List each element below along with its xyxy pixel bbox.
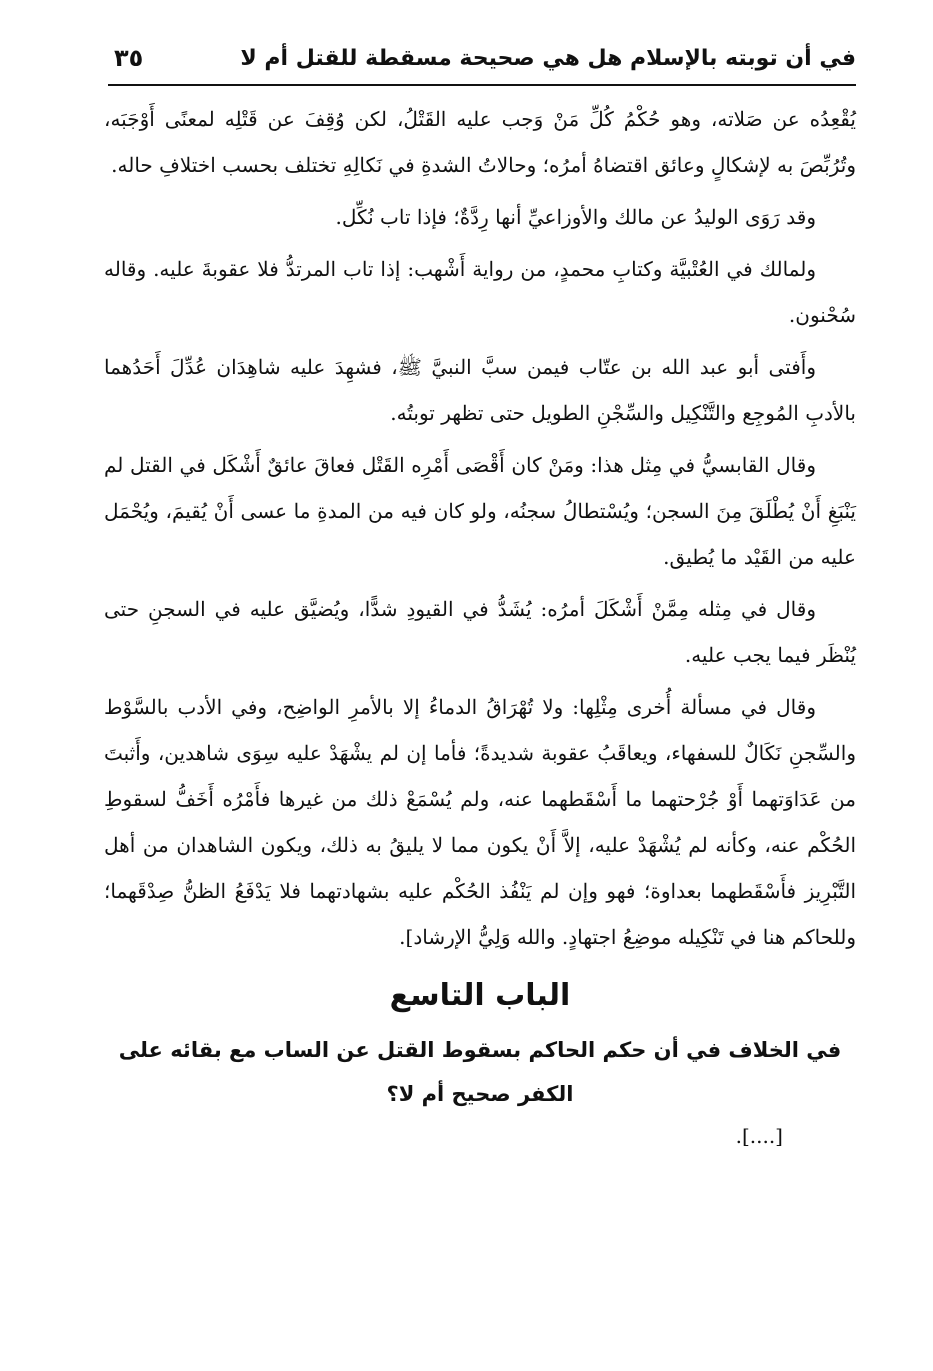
body-text — [104, 96, 856, 966]
running-title: في أن توبته بالإسلام هل هي صحيحة مسقطة للقتل أم لا — [240, 46, 856, 71]
chapter-subtitle: في الخلاف في أن حكم الحاكم بسقوط القتل عن الساب مع بقائه على الكفر صحيح أم لا؟ — [118, 1038, 842, 1106]
chapter-section — [104, 968, 856, 1116]
paragraph: وقال في مسألة أُخرى مِثْلِها: ولا تُهْرَاقُ الدماءُ إلا بالأمرِ الواضِح، وفي الأدب بالسَّوْط والسِّجنِ نَكَالٌ للسفهاء، ويعاقَبُ عقوبة شديدةً؛ فأما إن لم يشْهَدْ عليه سِوَى شاهدين، وأَثبتَ من عَدَاوَتهما أَوْ جُرْحتهما ما أَسْقَطهما عنه، ولم يُسْمَعْ ذلك من غيرها فأَمْرُه أَخَفُّ لسقوطِ الحُكْم عنه، وكأنه لم يُشْهَدْ عليه، إلاَّ أَنْ يكون مما لا يليقُ به ذلك، ويكون الشاهدان من أهل التَّبْرِيز فأَسْقَطهما بعداوة؛ فهو وإن لم يَنْفُذ الحُكْم عليه بشهادتهما فلا يَدْفَعُ الظنُّ صِدْقَهما؛ وللحاكم هنا في تَنْكِيله موضِعُ اجتهادٍ. والله وَلِيُّ الإرشاد]. — [104, 695, 856, 949]
chapter-heading: الباب التاسع — [389, 978, 571, 1013]
running-header — [108, 40, 856, 86]
paragraph: وقد رَوَى الوليدُ عن مالك والأوزاعيِّ أنها رِدَّةٌ؛ فإذا تاب نُكِّل. — [335, 205, 816, 229]
paragraph: وقال في مِثله مِمَّنْ أَشْكَلَ أمرُه: يُشَدُّ في القيودِ شدًّا، ويُضيَّق عليه في السجنِ حتى يُنْظَر فيما يجب عليه. — [104, 597, 856, 667]
paragraph: يُقْعِدُه عن صَلاته، وهو حُكْمُ كُلِّ مَنْ وَجب عليه القَتْلُ، لكن وُقِفَ عن قَتْلِه لمعنًى أَوْجَبَه، وتُرُبِّصَ به لإشكالٍ وعائق اقتضاهُ أمرُه؛ وحالاتُ الشدةِ في نَكالِهِ تختلف بحسب اختلافِ حاله. — [104, 107, 856, 177]
paragraph: ولمالك في العُتْبيَّة وكتابِ محمدٍ، من رواية أَشْهب: إذا تاب المرتدُّ فلا عقوبةَ عليه. وقاله سُحْنون. — [104, 257, 856, 327]
paragraph: وأَفتى أبو عبد الله بن عتّاب فيمن سبَّ النبيَّ ﷺ، فشهِدَ عليه شاهِدَان عُدِّلَ أَحَدُهما بالأدبِ المُوجِع والتَّنْكِيل والسِّجْنِ الطويل حتى تظهر توبتُه. — [104, 355, 856, 425]
page-number: ٣٥ — [114, 44, 144, 72]
paragraph: وقال القابسيُّ في مِثل هذا: ومَنْ كان أَقْصَى أَمْرِه القَتْل فعاقَ عائقٌ أَشْكَل في القتل لم يَنْبَغِ أَنْ يُطْلَقَ مِنَ السجن؛ ويُسْتطالُ سجنُه، ولو كان فيه من المدةِ ما عسى أَنْ يُقيمَ، ويُحْمَل عليه من القَيْد ما يُطيق. — [104, 453, 856, 569]
header-divider — [108, 84, 856, 86]
omission-marker: [....]. — [735, 1124, 783, 1148]
